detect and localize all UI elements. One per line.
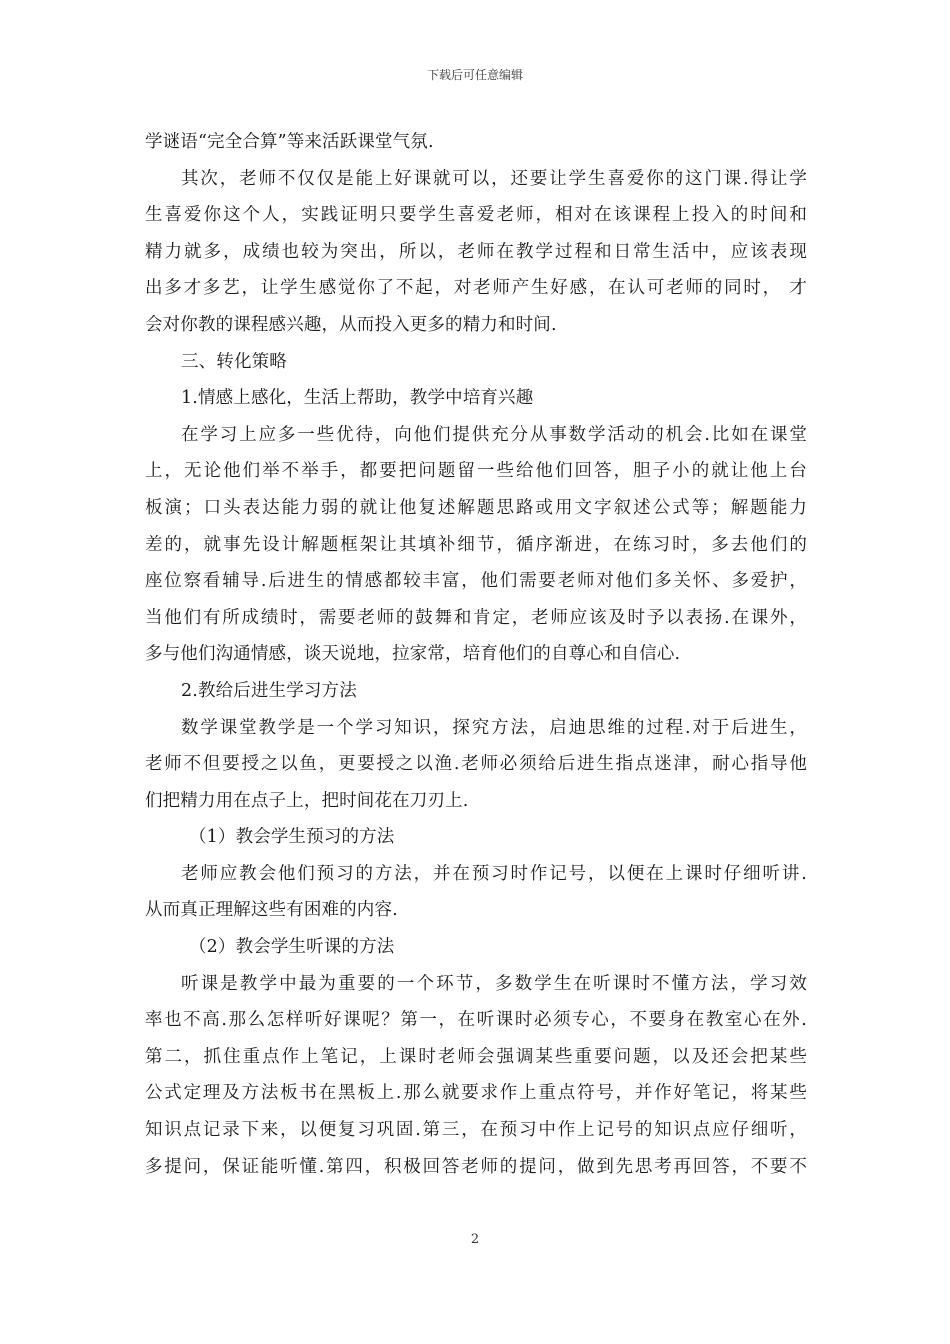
text-line: 们把精力用在点子上，把时间花在刀刃上. (145, 790, 469, 811)
page-header: 下载后可任意编辑 (426, 68, 523, 82)
text-line: 出多才多艺，让学生感觉你了不起，对老师产生好感，在认可老师的同时， 才 (145, 278, 807, 299)
text-line: 多与他们沟通情感，谈天说地，拉家常，培育他们的自尊心和自信心. (145, 644, 681, 665)
text-line: 在学习上应多一些优待，向他们提供充分从事数学活动的机会.比如在课堂 (181, 424, 807, 445)
text-line: 上，无论他们举不举手，都要把问题留一些给他们回答，胆子小的就让他上台 (145, 461, 807, 482)
subsection-heading: 1.情感上感化，生活上帮助，教学中培育兴趣 (181, 388, 534, 409)
text-line: 差的，就事先设计解题框架让其填补细节，循序渐进，在练习时，多去他们的 (145, 534, 807, 555)
text-line: 板演；口头表达能力弱的就让他复述解题思路或用文字叙述公式等；解题能力 (145, 497, 807, 518)
text-line: 知识点记录下来，以便复习巩固.第三，在预习中作上记号的知识点应仔细听， (145, 1120, 807, 1141)
text-line: 其次，老师不仅仅是能上好课就可以，还要让学生喜爱你的这门课.得让学 (181, 168, 807, 189)
list-heading: （2）教会学生听课的方法 (189, 937, 395, 958)
text-line: 从而真正理解这些有困难的内容. (145, 900, 398, 921)
text-line: 听课是教学中最为重要的一个环节，多数学生在听课时不懂方法，学习效 (181, 973, 807, 994)
text-line: 多提问，保证能听懂.第四，积极回答老师的提问，做到先思考再回答，不要不 (145, 1156, 807, 1177)
text-line: 学谜语“完全合算”等来活跃课堂气氛. (145, 132, 434, 152)
text-line: 会对你教的课程感兴趣，从而投入更多的精力和时间. (145, 314, 557, 335)
section-heading: 三、转化策略 (181, 351, 287, 372)
text-line: 率也不高.那么怎样听好课呢？第一，在听课时必须专心，不要身在教室心在外. (145, 1010, 807, 1031)
text-line: 公式定理及方法板书在黑板上.那么就要求作上重点符号，并作好笔记，将某些 (145, 1083, 807, 1104)
text-line: 第二，抓住重点作上笔记，上课时老师会强调某些重要问题，以及还会把某些 (145, 1046, 807, 1067)
text-line: 数学课堂教学是一个学习知识，探究方法，启迪思维的过程.对于后进生， (181, 717, 807, 738)
text-line: 座位察看辅导.后进生的情感都较丰富，他们需要老师对他们多关怀、多爱护， (145, 571, 807, 592)
document-body (145, 124, 807, 1185)
list-heading: （1）教会学生预习的方法 (189, 827, 395, 848)
text-line: 当他们有所成绩时，需要老师的鼓舞和肯定，老师应该及时予以表扬.在课外， (145, 607, 807, 628)
text-line: 生喜爱你这个人，实践证明只要学生喜爱老师，相对在该课程上投入的时间和 (145, 205, 807, 226)
subsection-heading: 2.教给后进生学习方法 (181, 680, 357, 701)
text-line: 精力就多，成绩也较为突出，所以，老师在教学过程和日常生活中，应该表现 (145, 241, 807, 262)
text-line: 老师不但要授之以鱼，更要授之以渔.老师必须给后进生指点迷津，耐心指导他 (145, 754, 807, 775)
text-line: 老师应教会他们预习的方法，并在预习时作记号，以便在上课时仔细听讲. (181, 863, 807, 884)
page-number: 2 (470, 1232, 480, 1247)
